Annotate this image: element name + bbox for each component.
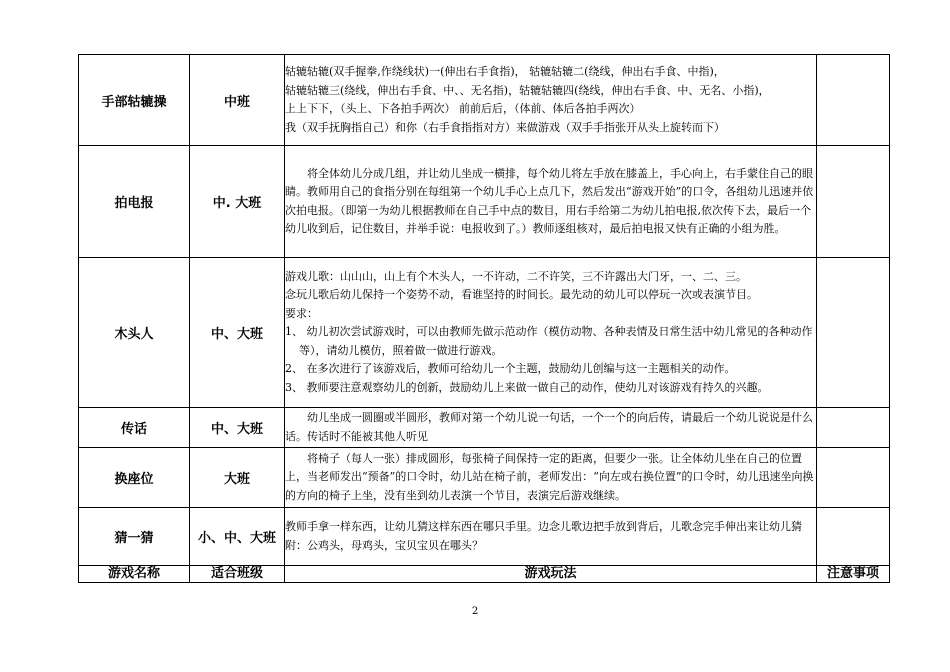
game-level: 中班 (190, 55, 285, 146)
game-method (285, 408, 817, 448)
game-level: 中、大班 (190, 258, 285, 408)
table-row (79, 55, 890, 146)
game-note (817, 55, 890, 146)
games-table (78, 54, 890, 583)
game-name: 传话 (79, 408, 190, 448)
method-line: 轱辘轱辘三(绕线，伸出右手食、中、、无名指)，轱辘轱辘四(绕线，伸出右手食、中、无名、小指)， (285, 83, 770, 97)
game-level: 小、中、大班 (190, 508, 285, 566)
game-name: 木头人 (79, 258, 190, 408)
method-text: 将全体幼儿分成几组，并让幼儿坐成一横排，每个幼儿将左手放在膝盖上，手心向上，右手蒙住自己的眼睛。教师用自己的食指分别在每组第一个幼儿手心上点几下，然后发出“游戏开始”的口令，各组幼儿迅速并依次拍电报。（即第一为幼儿根据教师在自己手中点的数目，用右手给第二为幼儿拍电报,依次传下去，最后一个幼儿收到后，记住数目，并举手说：电报收到了。）教师逐组核对，最后拍电报又快有正确的小组为胜。 (285, 166, 814, 235)
method-text: 将椅子（每人一张）排成圆形，每张椅子间保持一定的距离，但要少一张。让全体幼儿坐在自己的位置上，当老师发出“预备”的口令时，幼儿站在椅子前，老师发出：“向左或右换位置”的口令时，幼儿迅速坐向换的方向的椅子上坐，没有坐到幼儿表演一个节目，表演完后游戏继续。 (285, 451, 814, 502)
game-note (817, 146, 890, 258)
method-line: 教师手拿一样东西，让幼儿猜这样东西在哪只手里。边念儿歌边把手放到背后，儿歌念完手伸出来让幼儿猜 (285, 520, 802, 533)
method-line: 要求： (285, 306, 318, 320)
page-number: 2 (471, 606, 479, 617)
game-method (285, 146, 817, 258)
header-level: 适合班级 (190, 566, 285, 583)
method-item: 3、 教师要注意观察幼儿的创新，鼓励幼儿上来做一做自己的动作，使幼儿对该游戏有持久的兴趣。 (285, 380, 769, 394)
method-line: 附：公鸡头，母鸡头，宝贝宝贝在哪头？ (285, 538, 483, 552)
table-header-row (79, 566, 890, 583)
header-method: 游戏玩法 (285, 566, 817, 583)
table-row (79, 448, 890, 508)
game-method (285, 508, 817, 566)
header-game-name: 游戏名称 (79, 566, 190, 583)
game-method (285, 258, 817, 408)
method-line: 轱辘轱辘(双手握拳,作绕线状)一(伸出右手食指)， 轱辘轱辘二(绕线，伸出右手食、中指)， (285, 65, 725, 78)
game-method (285, 448, 817, 508)
method-item: 1、 幼儿初次尝试游戏时，可以由教师先做示范动作（模仿动物、各种表情及日常生活中幼儿常见的各种动作等），请幼儿模仿，照着做一做进行游戏。 (285, 325, 813, 357)
header-note: 注意事项 (817, 566, 890, 583)
method-line: 念玩儿歌后幼儿保持一个姿势不动，看谁坚持的时间长。最先动的幼儿可以停玩一次或表演节目。 (285, 288, 758, 302)
game-name: 换座位 (79, 448, 190, 508)
method-item: 2、 在多次进行了该游戏后，教师可给幼儿一个主题，鼓励幼儿创编与这一主题相关的动作。 (285, 362, 736, 376)
game-note (817, 408, 890, 448)
game-level: 中、大班 (190, 408, 285, 448)
table-row (79, 258, 890, 408)
table-row (79, 146, 890, 258)
method-line: 上上下下，（头上、下各拍手两次） 前前后后，（体前、体后各拍手两次） (285, 102, 641, 115)
game-note (817, 508, 890, 566)
game-note (817, 258, 890, 408)
game-name: 猜一猜 (79, 508, 190, 566)
method-line: 游戏儿歌：山山山，山上有个木头人，一不许动，二不许笑，三不许露出大门牙，一、二、三。 (285, 269, 747, 283)
table-row (79, 508, 890, 566)
game-note (817, 448, 890, 508)
game-name: 拍电报 (79, 146, 190, 258)
method-line: 我（双手抚胸指自己）和你（右手食指指对方）来做游戏（双手手指张开从头上旋转而下） (285, 120, 725, 134)
game-level: 中. 大班 (190, 146, 285, 258)
method-text: 幼儿坐成一圆圈或半圆形，教师对第一个幼儿说一句话，一个一个的向后传，请最后一个幼儿说说是什么话。传话时不能被其他人听见 (285, 411, 813, 443)
game-name: 手部轱辘操 (79, 55, 190, 146)
game-level: 大班 (190, 448, 285, 508)
game-method (285, 55, 817, 146)
table-row (79, 408, 890, 448)
